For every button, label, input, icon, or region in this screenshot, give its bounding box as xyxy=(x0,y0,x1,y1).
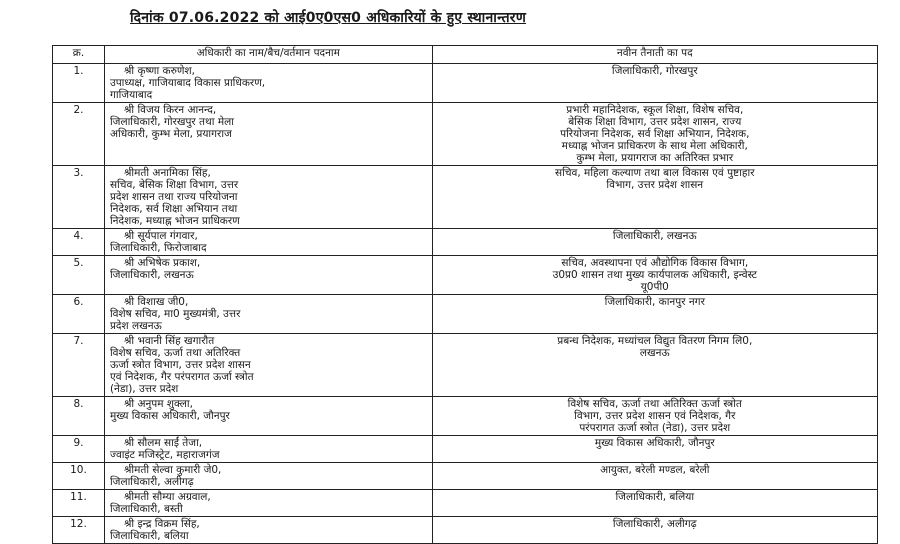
serial-number: 3. xyxy=(53,166,105,229)
officer-name: श्री भवानी सिंह खगारौत xyxy=(123,335,215,347)
current-post-line: विशेष सचिव, मा0 मुख्यमंत्री, उत्तर xyxy=(109,308,241,320)
current-post-line: उपाध्यक्ष, गाजियाबाद विकास प्राधिकरण, xyxy=(109,77,266,89)
table-row xyxy=(53,517,878,544)
current-post-line: निदेशक, सर्व शिक्षा अभियान तथा xyxy=(109,203,238,215)
officer-name: श्री सूर्यपाल गंगवार, xyxy=(123,230,198,242)
officer-cell xyxy=(104,397,432,436)
serial-number: 6. xyxy=(53,295,105,334)
serial-number: 8. xyxy=(53,397,105,436)
new-post-cell xyxy=(432,397,877,436)
table-row xyxy=(53,463,878,490)
current-post-line: निदेशक, मध्याह्न भोजन प्राधिकरण xyxy=(109,215,240,227)
officer-cell xyxy=(104,64,432,103)
header-serial: क्र. xyxy=(53,46,105,64)
serial-number: 11. xyxy=(53,490,105,517)
serial-number: 7. xyxy=(53,334,105,397)
officer-name: श्री कृष्णा करुणेश, xyxy=(123,65,195,77)
new-post-line: जिलाधिकारी, बलिया xyxy=(615,491,695,503)
current-post-line: सचिव, बेसिक शिक्षा विभाग, उत्तर xyxy=(109,179,239,191)
header-new-post: नवीन तैनाती का पद xyxy=(432,46,877,64)
new-post-cell xyxy=(432,436,877,463)
officer-cell xyxy=(104,295,432,334)
table-row xyxy=(53,436,878,463)
new-post-cell xyxy=(432,166,877,229)
current-post-line: जिलाधिकारी, फिरोजाबाद xyxy=(109,242,207,254)
officer-cell xyxy=(104,490,432,517)
new-post-line: सचिव, महिला कल्याण तथा बाल विकास एवं पुष्टाहार xyxy=(555,167,755,179)
officer-name: श्रीमती सेल्वा कुमारी जे0, xyxy=(123,464,222,476)
new-post-line: सचिव, अवस्थापना एवं औद्योगिक विकास विभाग, xyxy=(561,257,749,269)
transfer-table xyxy=(52,45,878,544)
new-post-cell xyxy=(432,517,877,544)
officer-name: श्रीमती सौम्या अग्रवाल, xyxy=(123,491,211,503)
document-title: दिनांक 07.06.2022 को आई0ए0एस0 अधिकारियों के हुए स्थानान्तरण xyxy=(130,10,527,26)
new-post-line: विशेष सचिव, ऊर्जा तथा अतिरिक्त ऊर्जा स्त्रोत xyxy=(567,398,742,410)
table-row xyxy=(53,334,878,397)
serial-number: 5. xyxy=(53,256,105,295)
new-post-line: उ0प्र0 शासन तथा मुख्य कार्यपालक अधिकारी, इन्वेस्ट xyxy=(552,269,757,281)
new-post-line: प्रबन्ध निदेशक, मध्यांचल विद्युत वितरण निगम लि0, xyxy=(557,335,753,347)
new-post-cell xyxy=(432,463,877,490)
serial-number: 9. xyxy=(53,436,105,463)
new-post-line: विभाग, उत्तर प्रदेश शासन xyxy=(606,179,704,191)
new-post-cell xyxy=(432,64,877,103)
new-post-line: मध्याह्न भोजन प्राधिकरण के साथ मेला अधिकारी, xyxy=(561,140,748,152)
current-post-line: ज्वाइंट मजिस्ट्रेट, महाराजगंज xyxy=(109,449,220,461)
current-post-line: जिलाधिकारी, गोरखपुर तथा मेला xyxy=(109,116,234,128)
new-post-line: परियोजना निदेशक, सर्व शिक्षा अभियान, निदेशक, xyxy=(560,128,750,140)
serial-number: 10. xyxy=(53,463,105,490)
new-post-cell xyxy=(432,229,877,256)
new-post-line: बेसिक शिक्षा विभाग, उत्तर प्रदेश शासन, राज्य xyxy=(568,116,742,128)
table-header-row xyxy=(53,46,878,64)
current-post-line: जिलाधिकारी, लखनऊ xyxy=(109,269,194,281)
new-post-line: आयुक्त, बरेली मण्डल, बरेली xyxy=(600,464,710,476)
serial-number: 4. xyxy=(53,229,105,256)
current-post-line: गाजियाबाद xyxy=(109,89,153,101)
table-row xyxy=(53,397,878,436)
current-post-line: अधिकारी, कुम्भ मेला, प्रयागराज xyxy=(109,128,232,140)
new-post-cell xyxy=(432,490,877,517)
officer-name: श्री विशाख जी0, xyxy=(123,296,189,308)
new-post-line: प्रभारी महानिदेशक, स्कूल शिक्षा, विशेष सचिव, xyxy=(566,104,744,116)
officer-name: श्री सौलम साईं तेजा, xyxy=(123,437,203,449)
new-post-line: कुम्भ मेला, प्रयागराज का अतिरिक्त प्रभार xyxy=(576,152,734,164)
officer-cell xyxy=(104,166,432,229)
officer-cell xyxy=(104,103,432,166)
officer-cell xyxy=(104,517,432,544)
table-row xyxy=(53,295,878,334)
table-body xyxy=(53,64,878,544)
new-post-line: जिलाधिकारी, कानपुर नगर xyxy=(604,296,705,308)
current-post-line: (नेडा), उत्तर प्रदेश xyxy=(109,383,179,395)
current-post-line: मुख्य विकास अधिकारी, जौनपुर xyxy=(109,410,230,422)
officer-name: श्री अभिषेक प्रकाश, xyxy=(123,257,201,269)
officer-name: श्री इन्द्र विक्रम सिंह, xyxy=(123,518,200,530)
current-post-line: जिलाधिकारी, अलीगढ़ xyxy=(109,476,194,488)
new-post-line: लखनऊ xyxy=(639,347,670,359)
officer-cell xyxy=(104,436,432,463)
officer-cell xyxy=(104,229,432,256)
new-post-line: जिलाधिकारी, अलीगढ़ xyxy=(612,518,697,530)
officer-cell xyxy=(104,334,432,397)
new-post-cell xyxy=(432,103,877,166)
current-post-line: जिलाधिकारी, बस्ती xyxy=(109,503,183,515)
serial-number: 1. xyxy=(53,64,105,103)
new-post-line: मुख्य विकास अधिकारी, जौनपुर xyxy=(594,437,715,449)
serial-number: 2. xyxy=(53,103,105,166)
new-post-line: जिलाधिकारी, लखनऊ xyxy=(612,230,697,242)
current-post-line: विशेष सचिव, ऊर्जा तथा अतिरिक्त xyxy=(109,347,241,359)
new-post-cell xyxy=(432,334,877,397)
table-row xyxy=(53,64,878,103)
current-post-line: एवं निदेशक, गैर परंपरागत ऊर्जा स्त्रोत xyxy=(109,371,254,383)
new-post-cell xyxy=(432,295,877,334)
table-row xyxy=(53,229,878,256)
officer-name: श्रीमती अनामिका सिंह, xyxy=(123,167,211,179)
current-post-line: प्रदेश लखनऊ xyxy=(109,320,162,332)
new-post-line: विभाग, उत्तर प्रदेश शासन एवं निदेशक, गैर xyxy=(574,410,736,422)
officer-cell xyxy=(104,256,432,295)
current-post-line: ऊर्जा स्त्रोत विभाग, उत्तर प्रदेश शासन xyxy=(109,359,251,371)
serial-number: 12. xyxy=(53,517,105,544)
table-row xyxy=(53,166,878,229)
header-officer: अधिकारी का नाम/बैच/वर्तमान पदनाम xyxy=(104,46,432,64)
current-post-line: जिलाधिकारी, बलिया xyxy=(109,530,189,542)
new-post-cell xyxy=(432,256,877,295)
table-row xyxy=(53,103,878,166)
officer-name: श्री अनुपम शुक्ला, xyxy=(123,398,193,410)
current-post-line: प्रदेश शासन तथा राज्य परियोजना xyxy=(109,191,238,203)
new-post-line: परंपरागत ऊर्जा स्त्रोत (नेडा), उत्तर प्रदेश xyxy=(579,422,731,434)
officer-cell xyxy=(104,463,432,490)
table-row xyxy=(53,256,878,295)
new-post-line: जिलाधिकारी, गोरखपुर xyxy=(611,65,698,77)
table-row xyxy=(53,490,878,517)
new-post-line: यू0पी0 xyxy=(640,281,669,293)
officer-name: श्री विजय किरन आनन्द, xyxy=(123,104,217,116)
